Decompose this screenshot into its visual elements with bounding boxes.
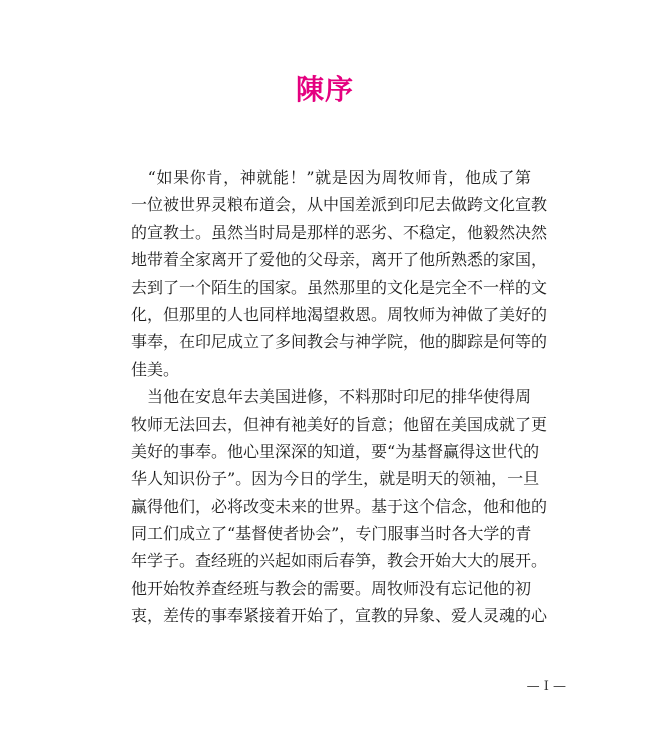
text-line: 一位被世界灵粮布道会，从中国差派到印尼去做跨文化宣教: [131, 195, 548, 215]
page-number: — I —: [526, 679, 566, 694]
preface-body: [131, 164, 548, 630]
text-line: 同工们成立了“基督使者协会”，专门服事当时各大学的青: [131, 524, 532, 544]
text-line: 当他在安息年去美国进修，不料那时印尼的排华使得周: [131, 387, 532, 407]
text-line: 年学子。查经班的兴起如雨后春笋，教会开始大大的展开。: [131, 551, 548, 571]
text-line: 的宣教士。虽然当时局是那样的恶劣、不稳定，他毅然决然: [131, 222, 548, 242]
text-line: 去到了一个陌生的国家。虽然那里的文化是完全不一样的文: [131, 277, 548, 297]
text-line: 他开始牧养查经班与教会的需要。周牧师没有忘记他的初: [131, 578, 532, 598]
text-line: “如果你肯，神就能！”就是因为周牧师肯，他成了第: [131, 168, 531, 187]
text-line: 衷，差传的事奉紧接着开始了，宣教的异象、爱人灵魂的心: [131, 606, 548, 626]
text-line: 佳美。: [131, 359, 180, 379]
page-title: 陳序: [295, 73, 354, 106]
text-line: 牧师无法回去，但神有祂美好的旨意；他留在美国成就了更: [131, 414, 548, 434]
text-line: 事奉，在印尼成立了多间教会与神学院，他的脚踪是何等的: [131, 332, 548, 352]
text-line: 华人知识份子”。因为今日的学生，就是明天的领袖，一旦: [131, 469, 540, 489]
paragraph-2: [131, 383, 548, 630]
paragraph-1: [131, 164, 548, 383]
text-line: 地带着全家离开了爱他的父母亲，离开了他所熟悉的家国，: [131, 250, 548, 270]
text-line: 赢得他们，必将改变未来的世界。基于这个信念，他和他的: [131, 496, 548, 516]
text-line: 美好的事奉。他心里深深的知道，要“为基督赢得这世代的: [131, 441, 540, 461]
text-line: 化，但那里的人也同样地渴望救恩。周牧师为神做了美好的: [131, 304, 548, 324]
